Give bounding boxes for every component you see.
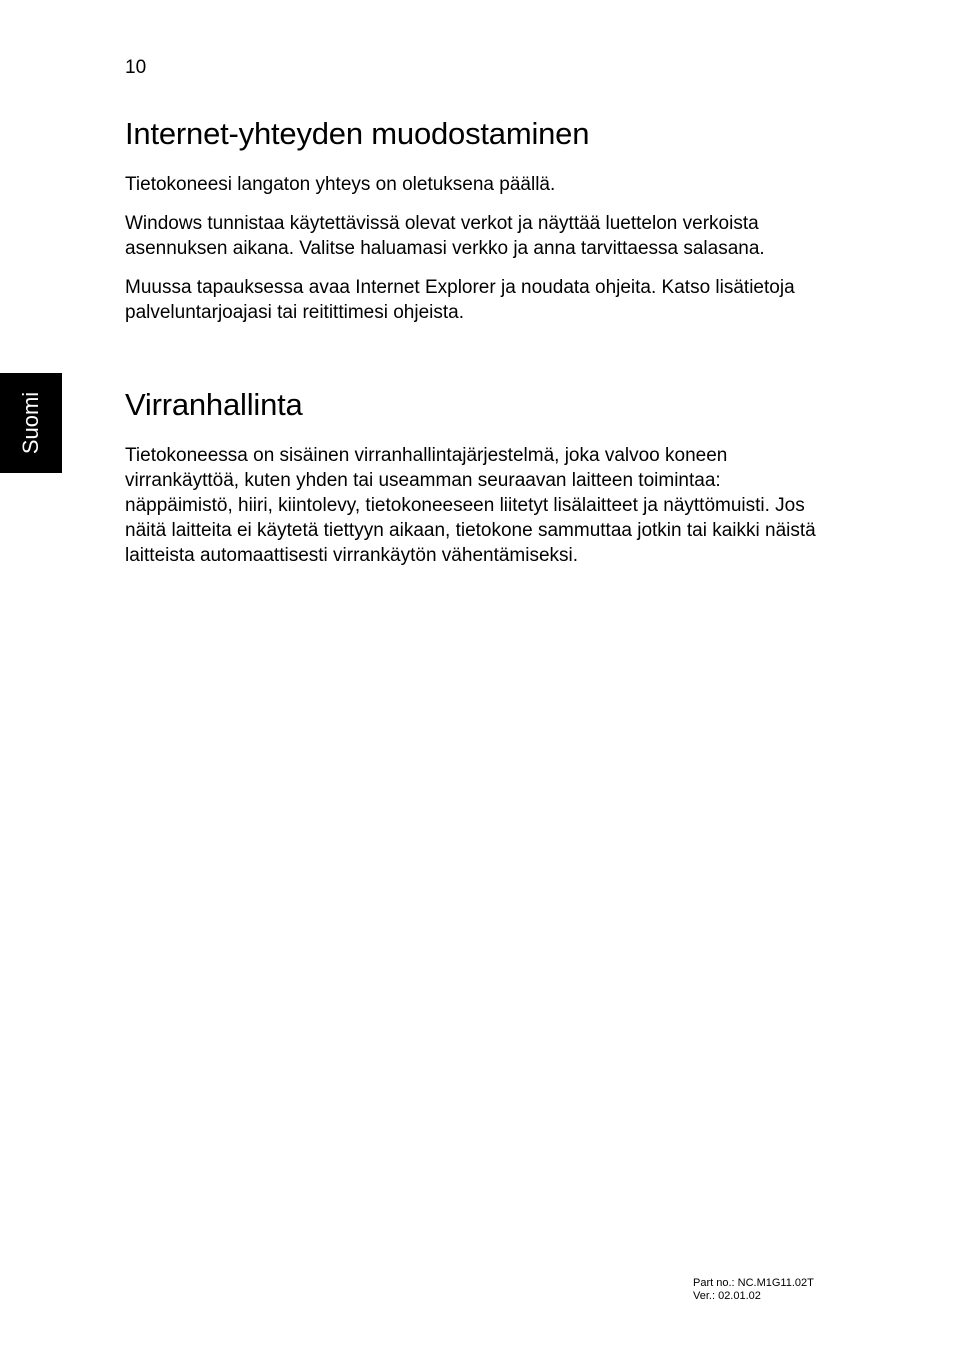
section-internet-connection: [125, 116, 825, 339]
language-side-tab: [0, 373, 62, 473]
paragraph: Windows tunnistaa käytettävissä olevat verkot ja näyttää luettelon verkoista asennuksen aikana. Valitse haluamasi verkko ja anna tarvittaessa salasana.: [125, 213, 765, 259]
document-footer: [693, 1277, 814, 1303]
section-heading: Internet-yhteyden muodostaminen: [125, 116, 590, 151]
paragraph: Tietokoneessa on sisäinen virranhallintajärjestelmä, joka valvoo koneen virrankäyttöä, kuten yhden tai useamman seuraavan laitteen toimintaa: näppäimistö, hiiri, kiintolevy, tietokoneeseen liitetyt lisälaitteet ja näyttömuisti. Jos näitä laitteita ei käytetä tiettyyn aikaan, tietokone sammuttaa jotkin tai kaikki näistä laitteista automaattisesti virrankäytön vähentämiseksi.: [125, 445, 816, 566]
part-number: Part no.: NC.M1G11.02T: [693, 1277, 814, 1289]
paragraph: Tietokoneesi langaton yhteys on oletuksena päällä.: [125, 174, 556, 195]
page-number: 10: [125, 57, 147, 78]
section-heading: Virranhallinta: [125, 387, 303, 422]
version-number: Ver.: 02.01.02: [693, 1290, 761, 1302]
language-tab-label: Suomi: [18, 391, 44, 455]
paragraph: Muussa tapauksessa avaa Internet Explorer ja noudata ohjeita. Katso lisätietoja palveluntarjoajasi tai reitittimesi ohjeista.: [125, 277, 795, 323]
section-power-management: [125, 387, 825, 568]
